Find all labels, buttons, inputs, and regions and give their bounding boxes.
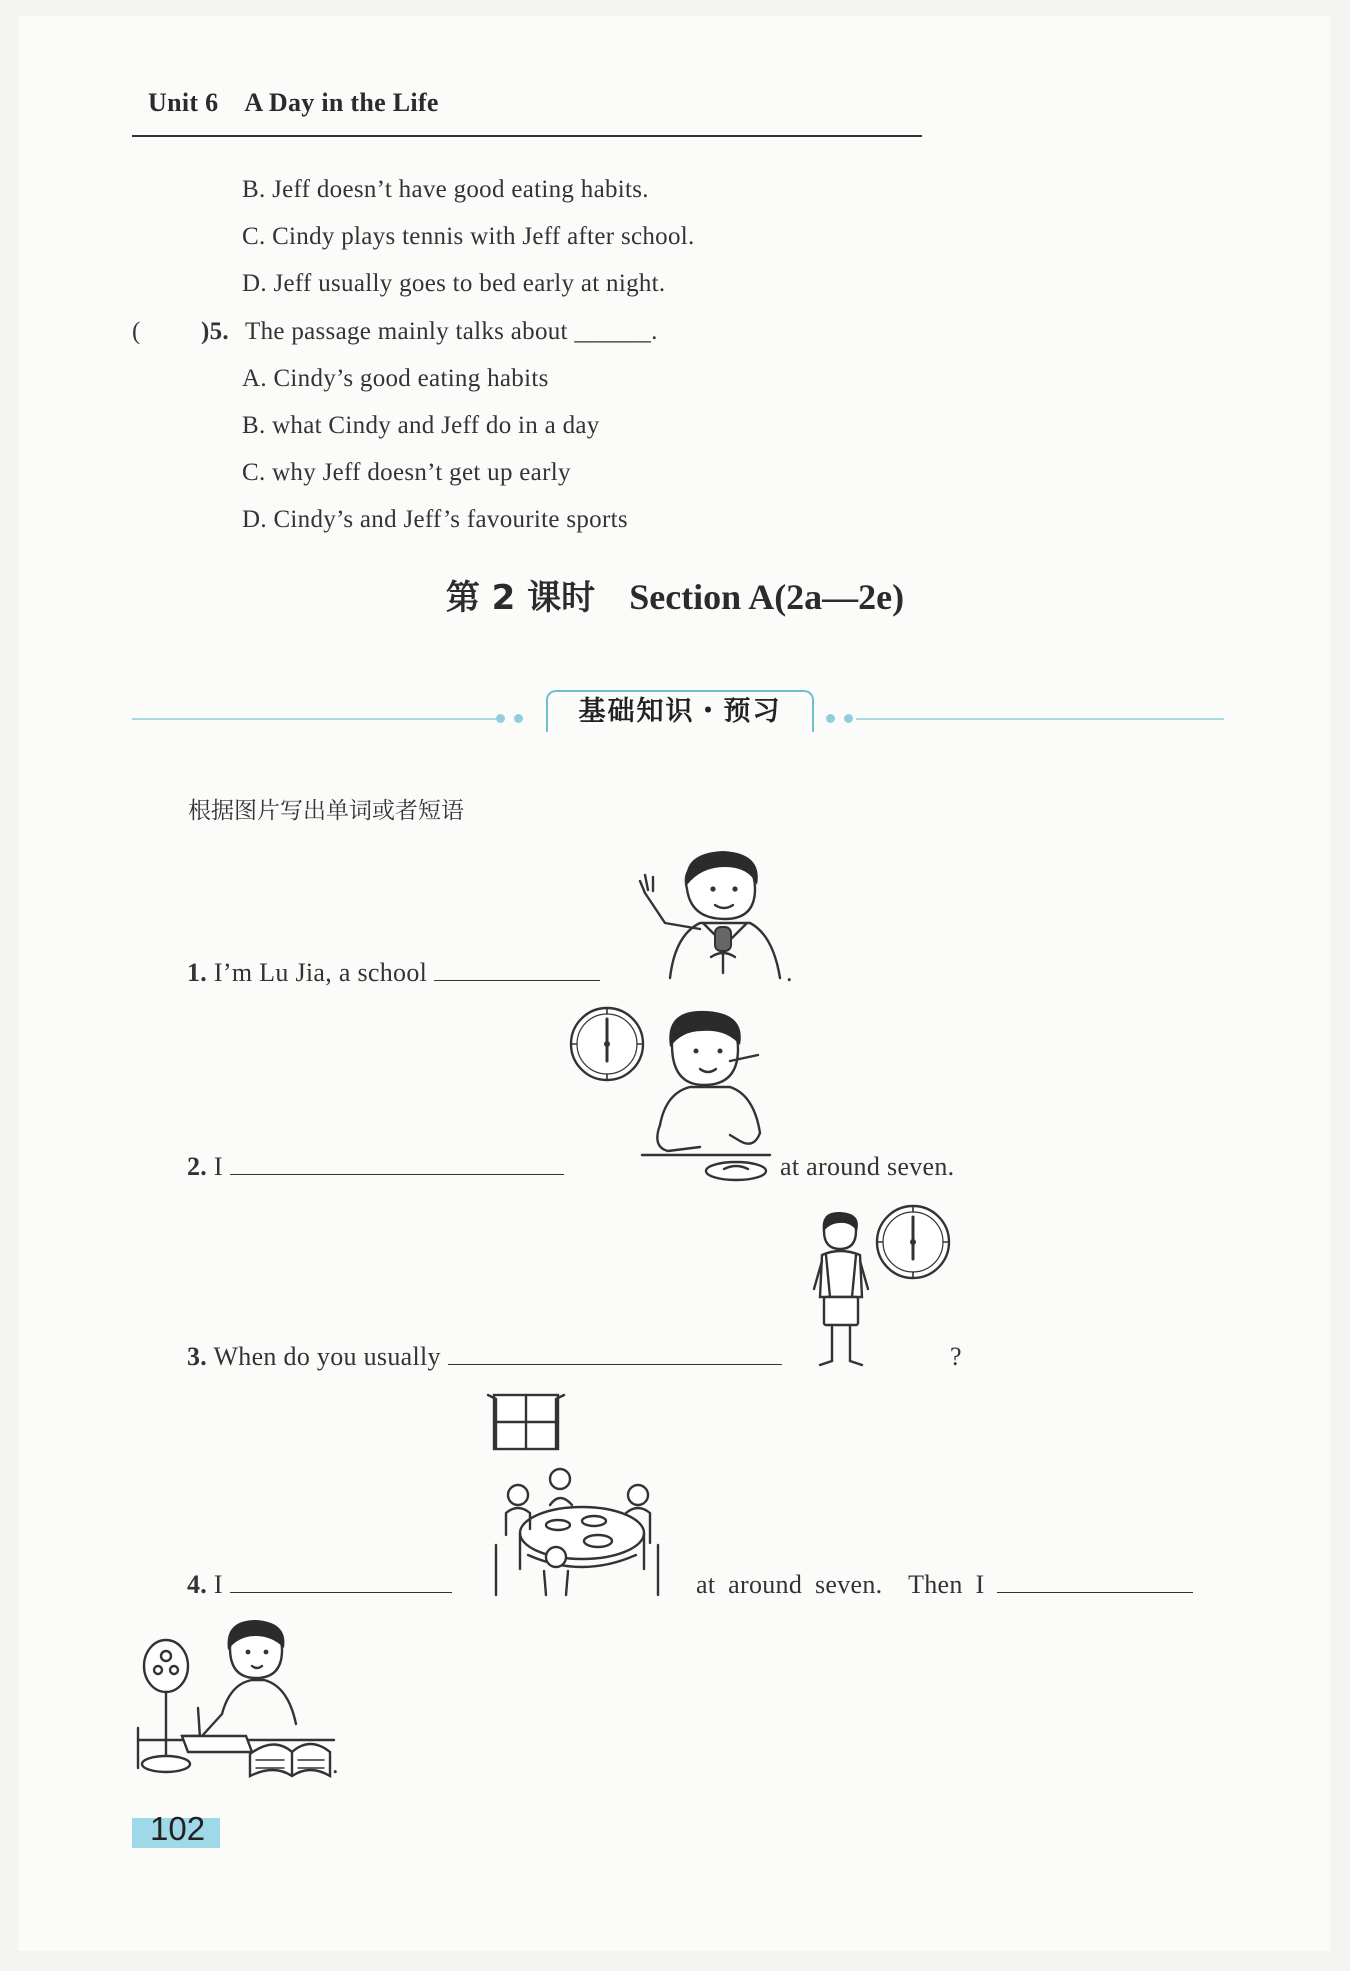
question-4 [187, 1570, 452, 1600]
question-3 [187, 1342, 782, 1372]
family-dinner-picture [488, 1395, 670, 1605]
q2-answer-blank[interactable] [230, 1152, 564, 1175]
q4-number: 4. [187, 1570, 208, 1599]
question-1 [187, 958, 600, 988]
instruction-text: 根据图片写出单词或者短语 [188, 798, 464, 824]
page-header [148, 88, 439, 118]
section-rule-right [856, 718, 1224, 720]
unit-label: Unit 6 [148, 88, 219, 117]
q4-option-c: C. Cindy plays tennis with Jeff after school. [242, 223, 695, 250]
lesson-number: 第 2 课时 [445, 578, 596, 618]
q4-then-text: Then I [908, 1570, 985, 1599]
q5-option-d: D. Cindy’s and Jeff’s favourite sports [242, 506, 628, 533]
boy-with-schoolbag-picture [810, 1215, 872, 1373]
q5-number: )5. [201, 318, 229, 345]
q1-text: I’m Lu Jia, a school [213, 958, 428, 987]
clock-picture [874, 1203, 952, 1281]
q5-option-a: A. Cindy’s good eating habits [242, 365, 549, 392]
q3-number: 3. [187, 1342, 208, 1371]
clock-picture [568, 1005, 646, 1083]
question-4-continuation [696, 1570, 1193, 1600]
answer-bracket-left: ( [132, 318, 141, 345]
q4-answer-blank-2[interactable] [997, 1570, 1193, 1593]
q5-stem: The passage mainly talks about ______. [245, 318, 658, 345]
q2-number: 2. [187, 1152, 208, 1181]
q3-answer-blank[interactable] [448, 1342, 782, 1365]
q4-option-d: D. Jeff usually goes to bed early at night. [242, 270, 666, 297]
q2-text: I [213, 1152, 223, 1181]
section-dot [826, 714, 835, 723]
lesson-section: Section A(2a—2e) [629, 577, 905, 617]
header-rule [132, 135, 922, 137]
q4-option-b: B. Jeff doesn’t have good eating habits. [242, 176, 649, 203]
question-2 [187, 1152, 564, 1182]
q3-end-punctuation: ? [950, 1342, 962, 1371]
q5-option-b: B. what Cindy and Jeff do in a day [242, 412, 600, 439]
section-rule-left [132, 718, 504, 720]
page-number: 102 [150, 1810, 206, 1847]
section-banner [546, 690, 814, 732]
q4-answer-blank-1[interactable] [230, 1570, 452, 1593]
q5-option-c: C. why Jeff doesn’t get up early [242, 459, 571, 486]
boy-doing-homework-picture [138, 1628, 334, 1778]
q1-number: 1. [187, 958, 208, 987]
q1-end-punctuation: . [786, 958, 793, 987]
section-dot [496, 714, 505, 723]
section-dot [844, 714, 853, 723]
lesson-title [0, 570, 1350, 619]
q1-answer-blank[interactable] [434, 958, 600, 981]
q3-text: When do you usually [213, 1342, 441, 1371]
q2-after-text: at around seven. [780, 1152, 955, 1181]
boy-eating-breakfast-picture [642, 1015, 770, 1185]
q4-text: I [213, 1570, 223, 1599]
reporter-with-microphone-picture [645, 845, 785, 985]
q4-after-text: at around seven. [696, 1570, 883, 1599]
section-dot [514, 714, 523, 723]
section-label: 基础知识・预习 [578, 696, 782, 727]
q4-end-punctuation: . [332, 1750, 339, 1779]
unit-title: A Day in the Life [244, 88, 439, 117]
page-number-tab [132, 1810, 220, 1848]
